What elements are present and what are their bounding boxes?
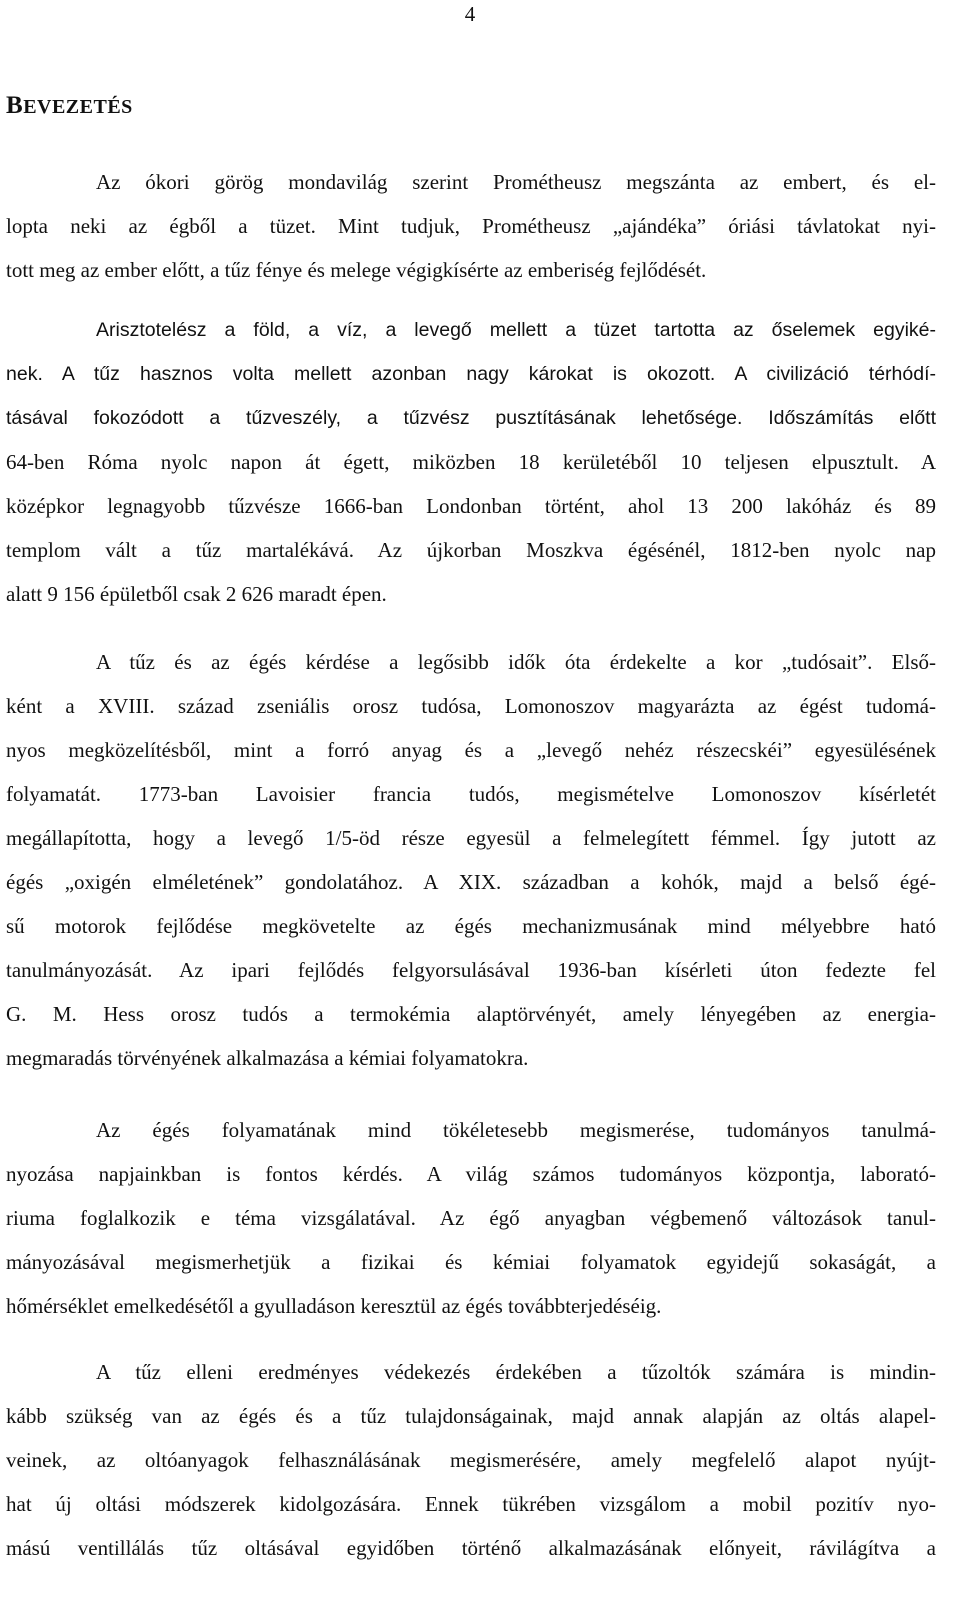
text-line: megállapította, hogy a levegő 1/5-öd része egyesül a felmelegített fémmel. Így jutott az: [6, 826, 936, 850]
text-line: mányozásával megismerhetjük a fizikai és kémiai folyamatok egyidejű sokaságát, a: [6, 1250, 936, 1274]
section-heading: [6, 92, 133, 120]
text-line: mású ventillálás tűz oltásával egyidőben történő alkalmazásának előnyeit, rávilágítva a: [6, 1536, 936, 1560]
text-line: nyos megközelítésből, mint a forró anyag és a „levegő nehéz részecskéi” egyesülésének: [6, 738, 936, 762]
text-line: veinek, az oltóanyagok felhasználásának megismerésére, amely megfelelő alapot nyújt-: [6, 1448, 936, 1472]
paragraph-5: [6, 1350, 936, 1570]
heading-rest: EVEZETÉS: [23, 96, 133, 118]
text-line: folyamatát. 1773-ban Lavoisier francia tudós, megismételve Lomonoszov kísérletét: [6, 782, 936, 806]
text-line: G. M. Hess orosz tudós a termokémia alaptörvényét, amely lényegében az energia-: [6, 1002, 936, 1026]
text-line: ként a XVIII. század zseniális orosz tudósa, Lomonoszov magyarázta az égést tudomá-: [6, 694, 936, 718]
heading-initial: B: [6, 92, 24, 119]
paragraph-2: [6, 308, 936, 616]
text-line: A tűz és az égés kérdése a legősibb idők óta érdekelte a kor „tudósait”. Első-: [96, 650, 936, 674]
text-line: égés „oxigén elméletének” gondolatához. A XIX. században a kohók, majd a belső égé-: [6, 870, 936, 894]
text-line: tásával fokozódott a tűzveszély, a tűzvész pusztításának lehetősége. Időszámítás előtt: [6, 407, 936, 429]
text-line: hőmérséklet emelkedésétől a gyulladáson keresztül az égés továbbterjedéséig.: [6, 1294, 662, 1318]
paragraph-4: [6, 1108, 936, 1328]
text-line: lopta neki az égből a tüzet. Mint tudjuk, Prométheusz „ajándéka” óriási távlatokat nyi-: [6, 214, 936, 238]
text-line: hat új oltási módszerek kidolgozására. Ennek tükrében vizsgálom a mobil pozitív nyo-: [6, 1492, 936, 1516]
paragraph-1: [6, 160, 936, 292]
page-number: 4: [464, 2, 476, 26]
text-line: tott meg az ember előtt, a tűz fénye és melege végigkísérte az emberiség fejlődését.: [6, 258, 707, 282]
text-line: tanulmányozását. Az ipari fejlődés felgyorsulásával 1936-ban kísérleti úton fedezte fel: [6, 958, 936, 982]
text-line: 64-ben Róma nyolc napon át égett, miközben 18 kerületéből 10 teljesen elpusztult. A: [6, 450, 936, 474]
text-line: riuma foglalkozik e téma vizsgálatával. Az égő anyagban végbemenő változások tanul-: [6, 1206, 936, 1230]
text-line: A tűz elleni eredményes védekezés érdekében a tűzoltók számára is mindin-: [96, 1360, 936, 1384]
text-line: sű motorok fejlődése megkövetelte az égés mechanizmusának mind mélyebbre ható: [6, 914, 936, 938]
text-line: alatt 9 156 épületből csak 2 626 maradt épen.: [6, 582, 387, 606]
paragraph-3: [6, 640, 936, 1080]
text-line: kább szükség van az égés és a tűz tulajdonságainak, majd annak alapján az oltás alapel-: [6, 1404, 936, 1428]
text-line: templom vált a tűz martalékává. Az újkorban Moszkva égésénél, 1812-ben nyolc nap: [6, 538, 936, 562]
text-line: középkor legnagyobb tűzvésze 1666-ban Londonban történt, ahol 13 200 lakóház és 89: [6, 494, 936, 518]
text-line: nyozása napjainkban is fontos kérdés. A világ számos tudományos központja, laborató-: [6, 1162, 936, 1186]
text-line: megmaradás törvényének alkalmazása a kémiai folyamatokra.: [6, 1046, 529, 1070]
text-line: Arisztotelész a föld, a víz, a levegő mellett a tüzet tartotta az őselemek egyiké-: [96, 319, 936, 341]
text-line: Az ókori görög mondavilág szerint Prométheusz megszánta az embert, és el-: [96, 170, 936, 194]
text-line: Az égés folyamatának mind tökéletesebb megismerése, tudományos tanulmá-: [96, 1118, 936, 1142]
text-line: nek. A tűz hasznos volta mellett azonban nagy károkat is okozott. A civilizáció térhódí-: [6, 363, 936, 385]
